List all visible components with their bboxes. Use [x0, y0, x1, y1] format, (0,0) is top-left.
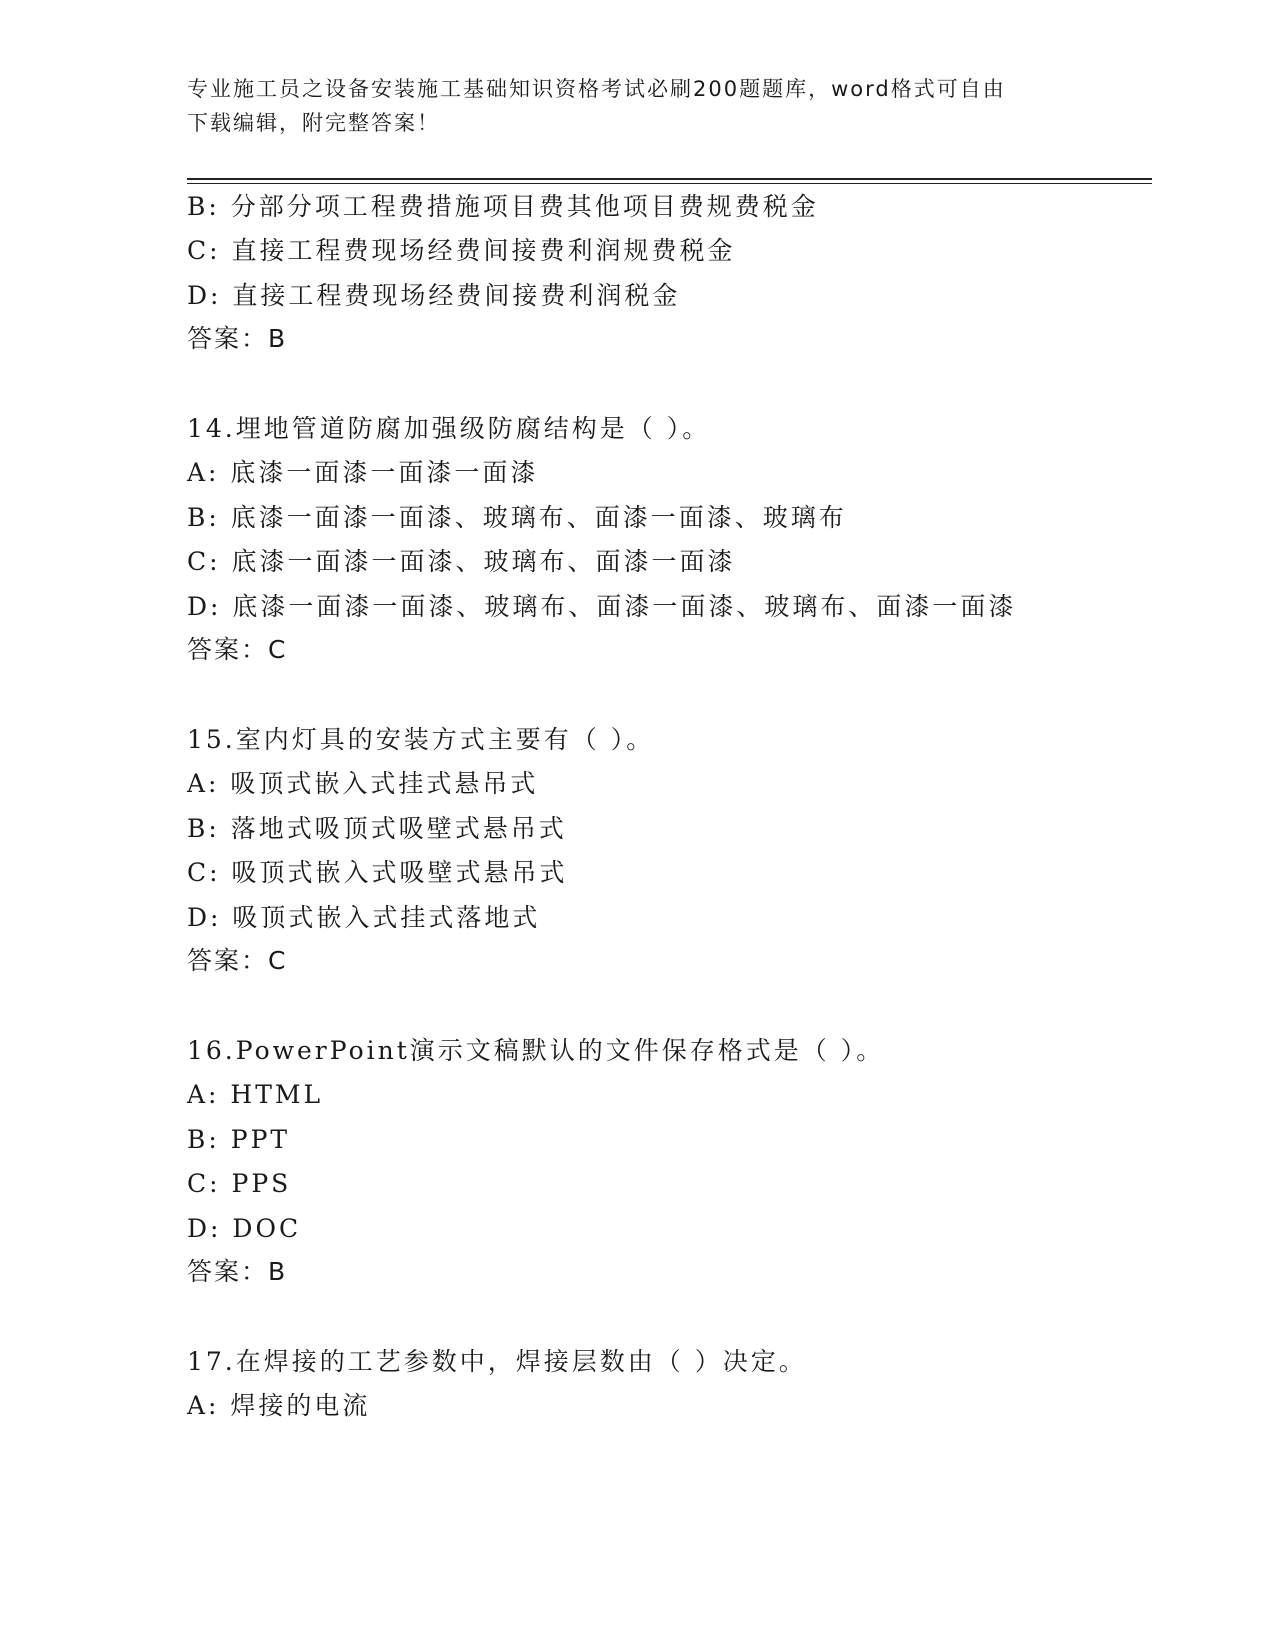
q14-option-b: B: 底漆一面漆一面漆、玻璃布、面漆一面漆、玻璃布: [187, 503, 847, 532]
q14-option-d: D: 底漆一面漆一面漆、玻璃布、面漆一面漆、玻璃布、面漆一面漆: [187, 592, 1017, 621]
q15-option-d: D: 吸顶式嵌入式挂式落地式: [187, 903, 541, 932]
q15-title: 15.室内灯具的安装方式主要有（ ）。: [187, 725, 655, 754]
q15-option-b: B: 落地式吸顶式吸壁式悬吊式: [187, 814, 567, 843]
document-header: [187, 72, 1087, 140]
prev-answer: 答案：B: [187, 324, 288, 353]
q16-option-b: B: PPT: [187, 1125, 291, 1154]
header-rule-thick: [187, 178, 1152, 180]
q14-title: 14.埋地管道防腐加强级防腐结构是（ ）。: [187, 414, 711, 443]
q14-option-c: C: 底漆一面漆一面漆、玻璃布、面漆一面漆: [187, 547, 736, 576]
q14-answer: 答案：C: [187, 635, 288, 664]
q16-option-d: D: DOC: [187, 1214, 302, 1243]
q16-answer: 答案：B: [187, 1257, 288, 1286]
q15-option-a: A: 吸顶式嵌入式挂式悬吊式: [187, 769, 539, 798]
prev-option-c: C: 直接工程费现场经费间接费利润规费税金: [187, 236, 736, 265]
q14-option-a: A: 底漆一面漆一面漆一面漆: [187, 458, 539, 487]
q16-option-a: A: HTML: [187, 1080, 324, 1109]
q15-answer: 答案：C: [187, 946, 288, 975]
prev-option-d: D: 直接工程费现场经费间接费利润税金: [187, 281, 681, 310]
q17-option-a: A: 焊接的电流: [187, 1391, 371, 1420]
header-line-2: 下载编辑，附完整答案！: [187, 111, 440, 135]
q16-title: 16.PowerPoint演示文稿默认的文件保存格式是（ ）。: [187, 1036, 885, 1065]
header-line-1: 专业施工员之设备安装施工基础知识资格考试必刷200题题库，word格式可自由: [187, 77, 1006, 101]
q17-title: 17.在焊接的工艺参数中，焊接层数由（ ）决定。: [187, 1347, 807, 1376]
prev-option-b: B: 分部分项工程费措施项目费其他项目费规费税金: [187, 192, 819, 221]
q15-option-c: C: 吸顶式嵌入式吸壁式悬吊式: [187, 858, 568, 887]
q16-option-c: C: PPS: [187, 1169, 292, 1198]
